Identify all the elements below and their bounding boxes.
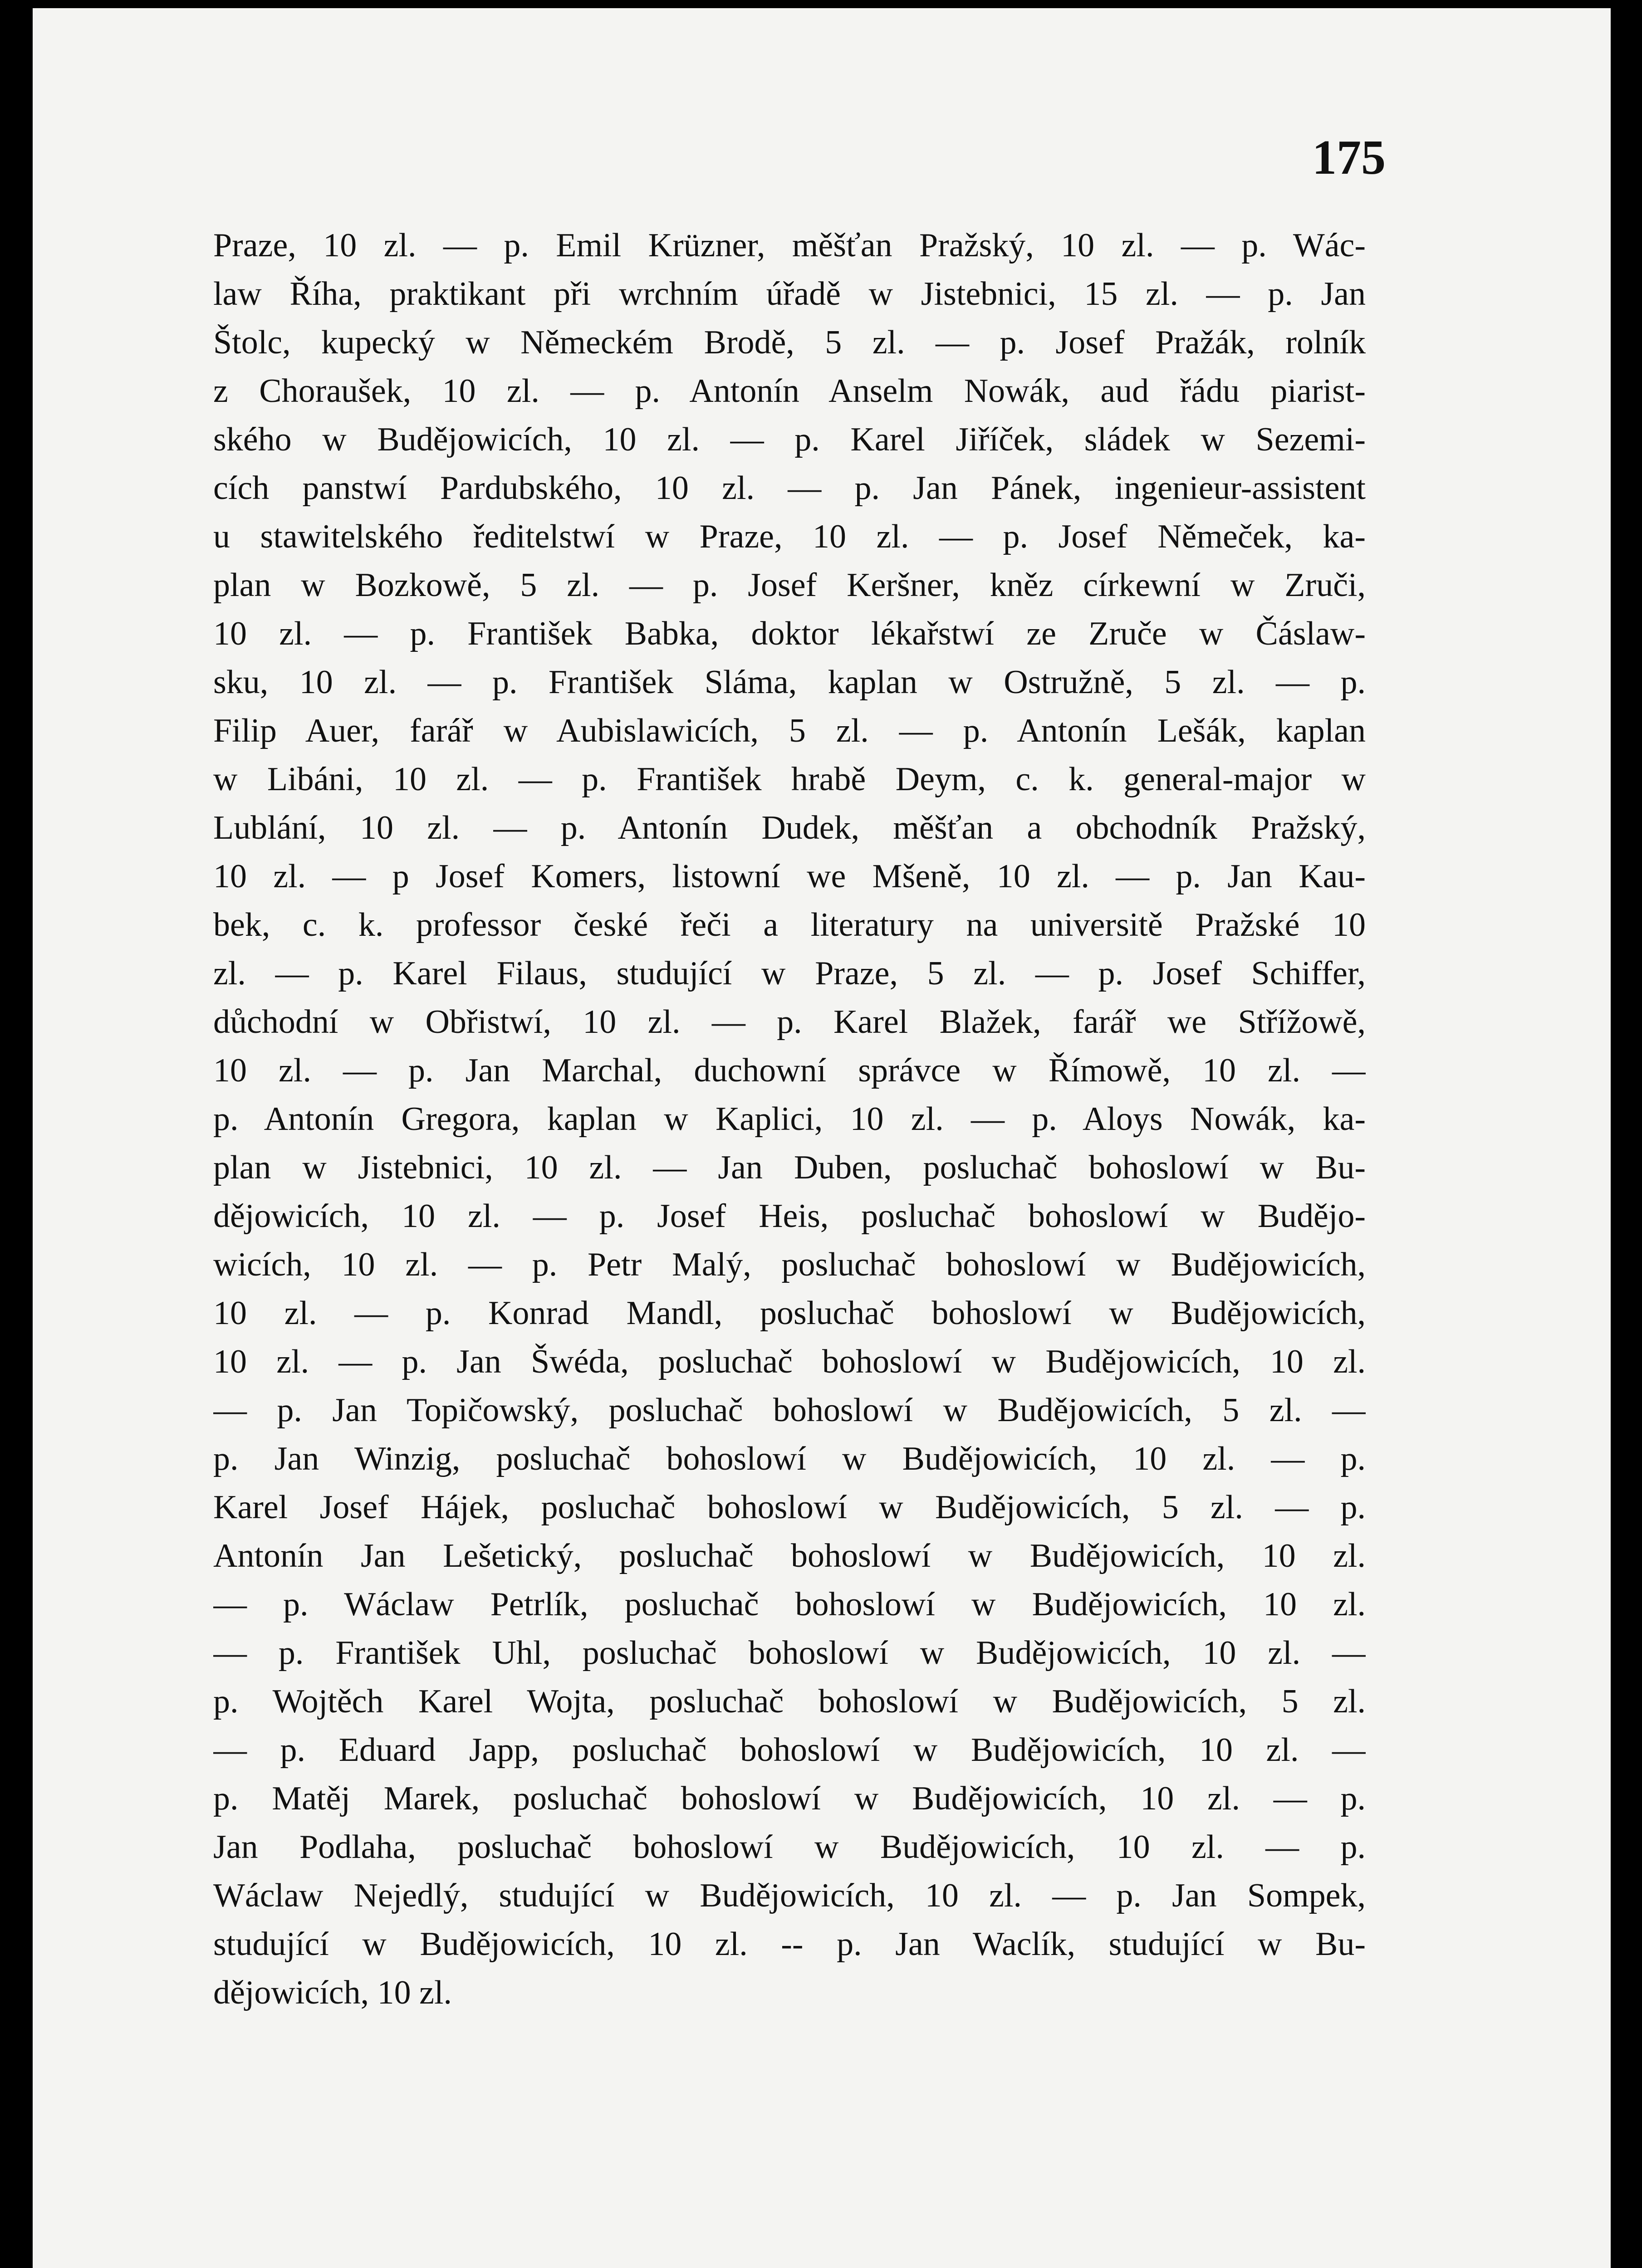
text-line: 10 zl. — p. Konrad Mandl, posluchač bohoslowí w Budějowicích, — [213, 1295, 1366, 1332]
text-line: law Říha, praktikant při wrchním úřadě w Jistebnici, 15 zl. — p. Jan — [213, 275, 1366, 313]
text-line: plan w Bozkowě, 5 zl. — p. Josef Keršner, kněz církewní w Zruči, — [213, 567, 1366, 604]
text-line: Jan Podlaha, posluchač bohoslowí w Budějowicích, 10 zl. — p. — [213, 1828, 1366, 1866]
text-line: Lublání, 10 zl. — p. Antonín Dudek, měšťan a obchodník Pražský, — [213, 809, 1366, 846]
body-text — [213, 221, 1366, 2017]
text-line: — p. Jan Topičowský, posluchač bohoslowí w Budějowicích, 5 zl. — — [213, 1392, 1366, 1429]
text-line: 10 zl. — p. František Babka, doktor lékařstwí ze Zruče w Čáslaw- — [213, 615, 1366, 652]
text-line: dějowicích, 10 zl. — p. Josef Heis, posluchač bohoslowí w Budějo- — [213, 1198, 1366, 1235]
text-line: p. Matěj Marek, posluchač bohoslowí w Budějowicích, 10 zl. — p. — [213, 1780, 1366, 1817]
text-line: p. Wojtěch Karel Wojta, posluchač bohoslowí w Budějowicích, 5 zl. — [213, 1683, 1366, 1720]
page-number: 175 — [1312, 131, 1386, 185]
text-line: Filip Auer, farář w Aubislawicích, 5 zl. — p. Antonín Lešák, kaplan — [213, 712, 1366, 749]
text-line: p. Antonín Gregora, kaplan w Kaplici, 10 zl. — p. Aloys Nowák, ka- — [213, 1100, 1366, 1138]
text-line: sku, 10 zl. — p. František Sláma, kaplan w Ostružně, 5 zl. — p. — [213, 664, 1366, 701]
text-line: 10 zl. — p Josef Komers, listowní we Mšeně, 10 zl. — p. Jan Kau- — [213, 858, 1366, 895]
text-line: — p. Eduard Japp, posluchač bohoslowí w Budějowicích, 10 zl. — — [213, 1731, 1366, 1769]
text-line: 10 zl. — p. Jan Šwéda, posluchač bohoslowí w Budějowicích, 10 zl. — [213, 1343, 1366, 1380]
scanned-page — [33, 8, 1611, 2268]
text-line: Karel Josef Hájek, posluchač bohoslowí w Budějowicích, 5 zl. — p. — [213, 1489, 1366, 1526]
text-line: Štolc, kupecký w Německém Brodě, 5 zl. — p. Josef Pražák, rolník — [213, 324, 1366, 361]
text-line: z Choraušek, 10 zl. — p. Antonín Anselm Nowák, aud řádu piarist- — [213, 372, 1366, 410]
text-line: cích panstwí Pardubského, 10 zl. — p. Jan Pánek, ingenieur-assistent — [213, 469, 1366, 507]
text-line: u stawitelského ředitelstwí w Praze, 10 zl. — p. Josef Němeček, ka- — [213, 518, 1366, 555]
text-line: studující w Budějowicích, 10 zl. -- p. Jan Waclík, studující w Bu- — [213, 1926, 1366, 1963]
text-line: dějowicích, 10 zl. — [213, 1974, 452, 2011]
text-line: — p. Wáclaw Petrlík, posluchač bohoslowí w Budějowicích, 10 zl. — [213, 1586, 1366, 1623]
text-line: Antonín Jan Lešetický, posluchač bohoslowí w Budějowicích, 10 zl. — [213, 1537, 1366, 1574]
text-line: důchodní w Obřistwí, 10 zl. — p. Karel Blažek, farář we Střížowě, — [213, 1003, 1366, 1041]
text-line: p. Jan Winzig, posluchač bohoslowí w Budějowicích, 10 zl. — p. — [213, 1440, 1366, 1477]
text-line: w Libáni, 10 zl. — p. František hrabě Deym, c. k. general-major w — [213, 761, 1366, 798]
text-line: ského w Budějowicích, 10 zl. — p. Karel Jiříček, sládek w Sezemi- — [213, 421, 1366, 458]
text-line: wicích, 10 zl. — p. Petr Malý, posluchač bohoslowí w Budějowicích, — [213, 1246, 1366, 1283]
text-line: Praze, 10 zl. — p. Emil Krüzner, měšťan Pražský, 10 zl. — p. Wác- — [213, 227, 1366, 264]
text-line: — p. František Uhl, posluchač bohoslowí w Budějowicích, 10 zl. — — [213, 1634, 1366, 1672]
text-line: plan w Jistebnici, 10 zl. — Jan Duben, posluchač bohoslowí w Bu- — [213, 1149, 1366, 1186]
text-line: 10 zl. — p. Jan Marchal, duchowní správce w Římowě, 10 zl. — — [213, 1052, 1366, 1089]
text-line: zl. — p. Karel Filaus, studující w Praze, 5 zl. — p. Josef Schiffer, — [213, 955, 1366, 992]
text-line: bek, c. k. professor české řeči a literatury na universitě Pražské 10 — [213, 906, 1366, 943]
text-line: Wáclaw Nejedlý, studující w Budějowicích, 10 zl. — p. Jan Sompek, — [213, 1877, 1366, 1914]
